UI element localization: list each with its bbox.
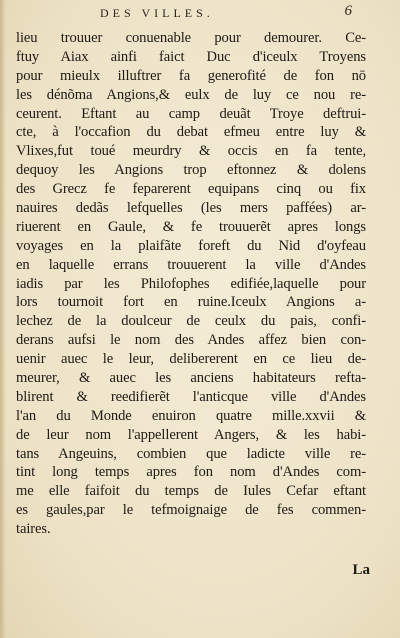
page-gutter-shadow <box>0 0 6 638</box>
text-line: meurer, & auec les anciens habitateurs refta- <box>16 370 366 387</box>
text-line: lieu trouuer conuenable pour demourer. Ce- <box>16 30 366 46</box>
text-line: es gaules,par le tefmoignaige de fes commen- <box>16 502 366 519</box>
text-line: ftuy Aiax ainfi faict Duc d'iceulx Troyens <box>16 48 366 65</box>
text-line: taires. <box>16 521 51 538</box>
page-number: 6 <box>344 3 352 19</box>
text-line: blirent & reedifierẽt l'anticque ville d'Andes <box>16 388 366 405</box>
body-text <box>16 29 366 539</box>
text-line: des Grecz fe feparerent equipans cinq ou fix <box>16 181 366 198</box>
text-line: me elle faifoit du temps de Iules Cefar eftant <box>16 483 366 500</box>
text-line: voyages en la plaifãte foreft du Nid d'oyfeau <box>16 237 366 254</box>
text-line: cte, à l'occafion du debat efmeu entre luy & <box>16 124 366 141</box>
text-line: iadis par les Philofophes edifiée,laquelle pour <box>16 275 366 292</box>
text-line: lechez de la doulceur de ceulx du pais, confi- <box>16 313 366 330</box>
text-line: pour mieulx illuftrer fa generofité de fon nō <box>16 67 366 84</box>
text-line: uenir auec le leur, delibererent en ce lieu de- <box>16 351 366 368</box>
text-line: les dénõma Angions,& eulx de luy ce nou re- <box>16 86 366 103</box>
running-head: DES VILLES. <box>100 6 214 20</box>
catchword: La <box>352 562 370 578</box>
text-line: derans aufsi le nom des Andes affez bien con- <box>16 332 366 349</box>
text-line: tint long temps apres fon nom d'Andes com- <box>16 464 366 481</box>
text-line: Vlixes,fut toué meurdry & occis en fa tente, <box>16 143 366 160</box>
text-line: lors tournoit fort en ruine.Iceulx Angions a- <box>16 294 366 311</box>
text-line: nauires dedãs lefquelles (les mers paffées) ar- <box>16 200 366 217</box>
text-line: en laquelle errans trouuerent la ville d'Andes <box>16 256 366 273</box>
text-line: l'an du Monde enuiron quatre mille.xxvii & <box>16 407 366 424</box>
text-line: de leur nom l'appellerent Angers, & les habi- <box>16 426 366 443</box>
text-line: dequoy les Angions trop eftonnez & dolens <box>16 162 366 179</box>
text-line: riuerent en Gaule, & fe trouuerẽt apres longs <box>16 218 366 235</box>
text-line: ceurent. Eftant au camp deuãt Troye deftrui- <box>16 105 366 122</box>
text-line: tans Angeuins, combien que ladicte ville re- <box>16 445 366 462</box>
